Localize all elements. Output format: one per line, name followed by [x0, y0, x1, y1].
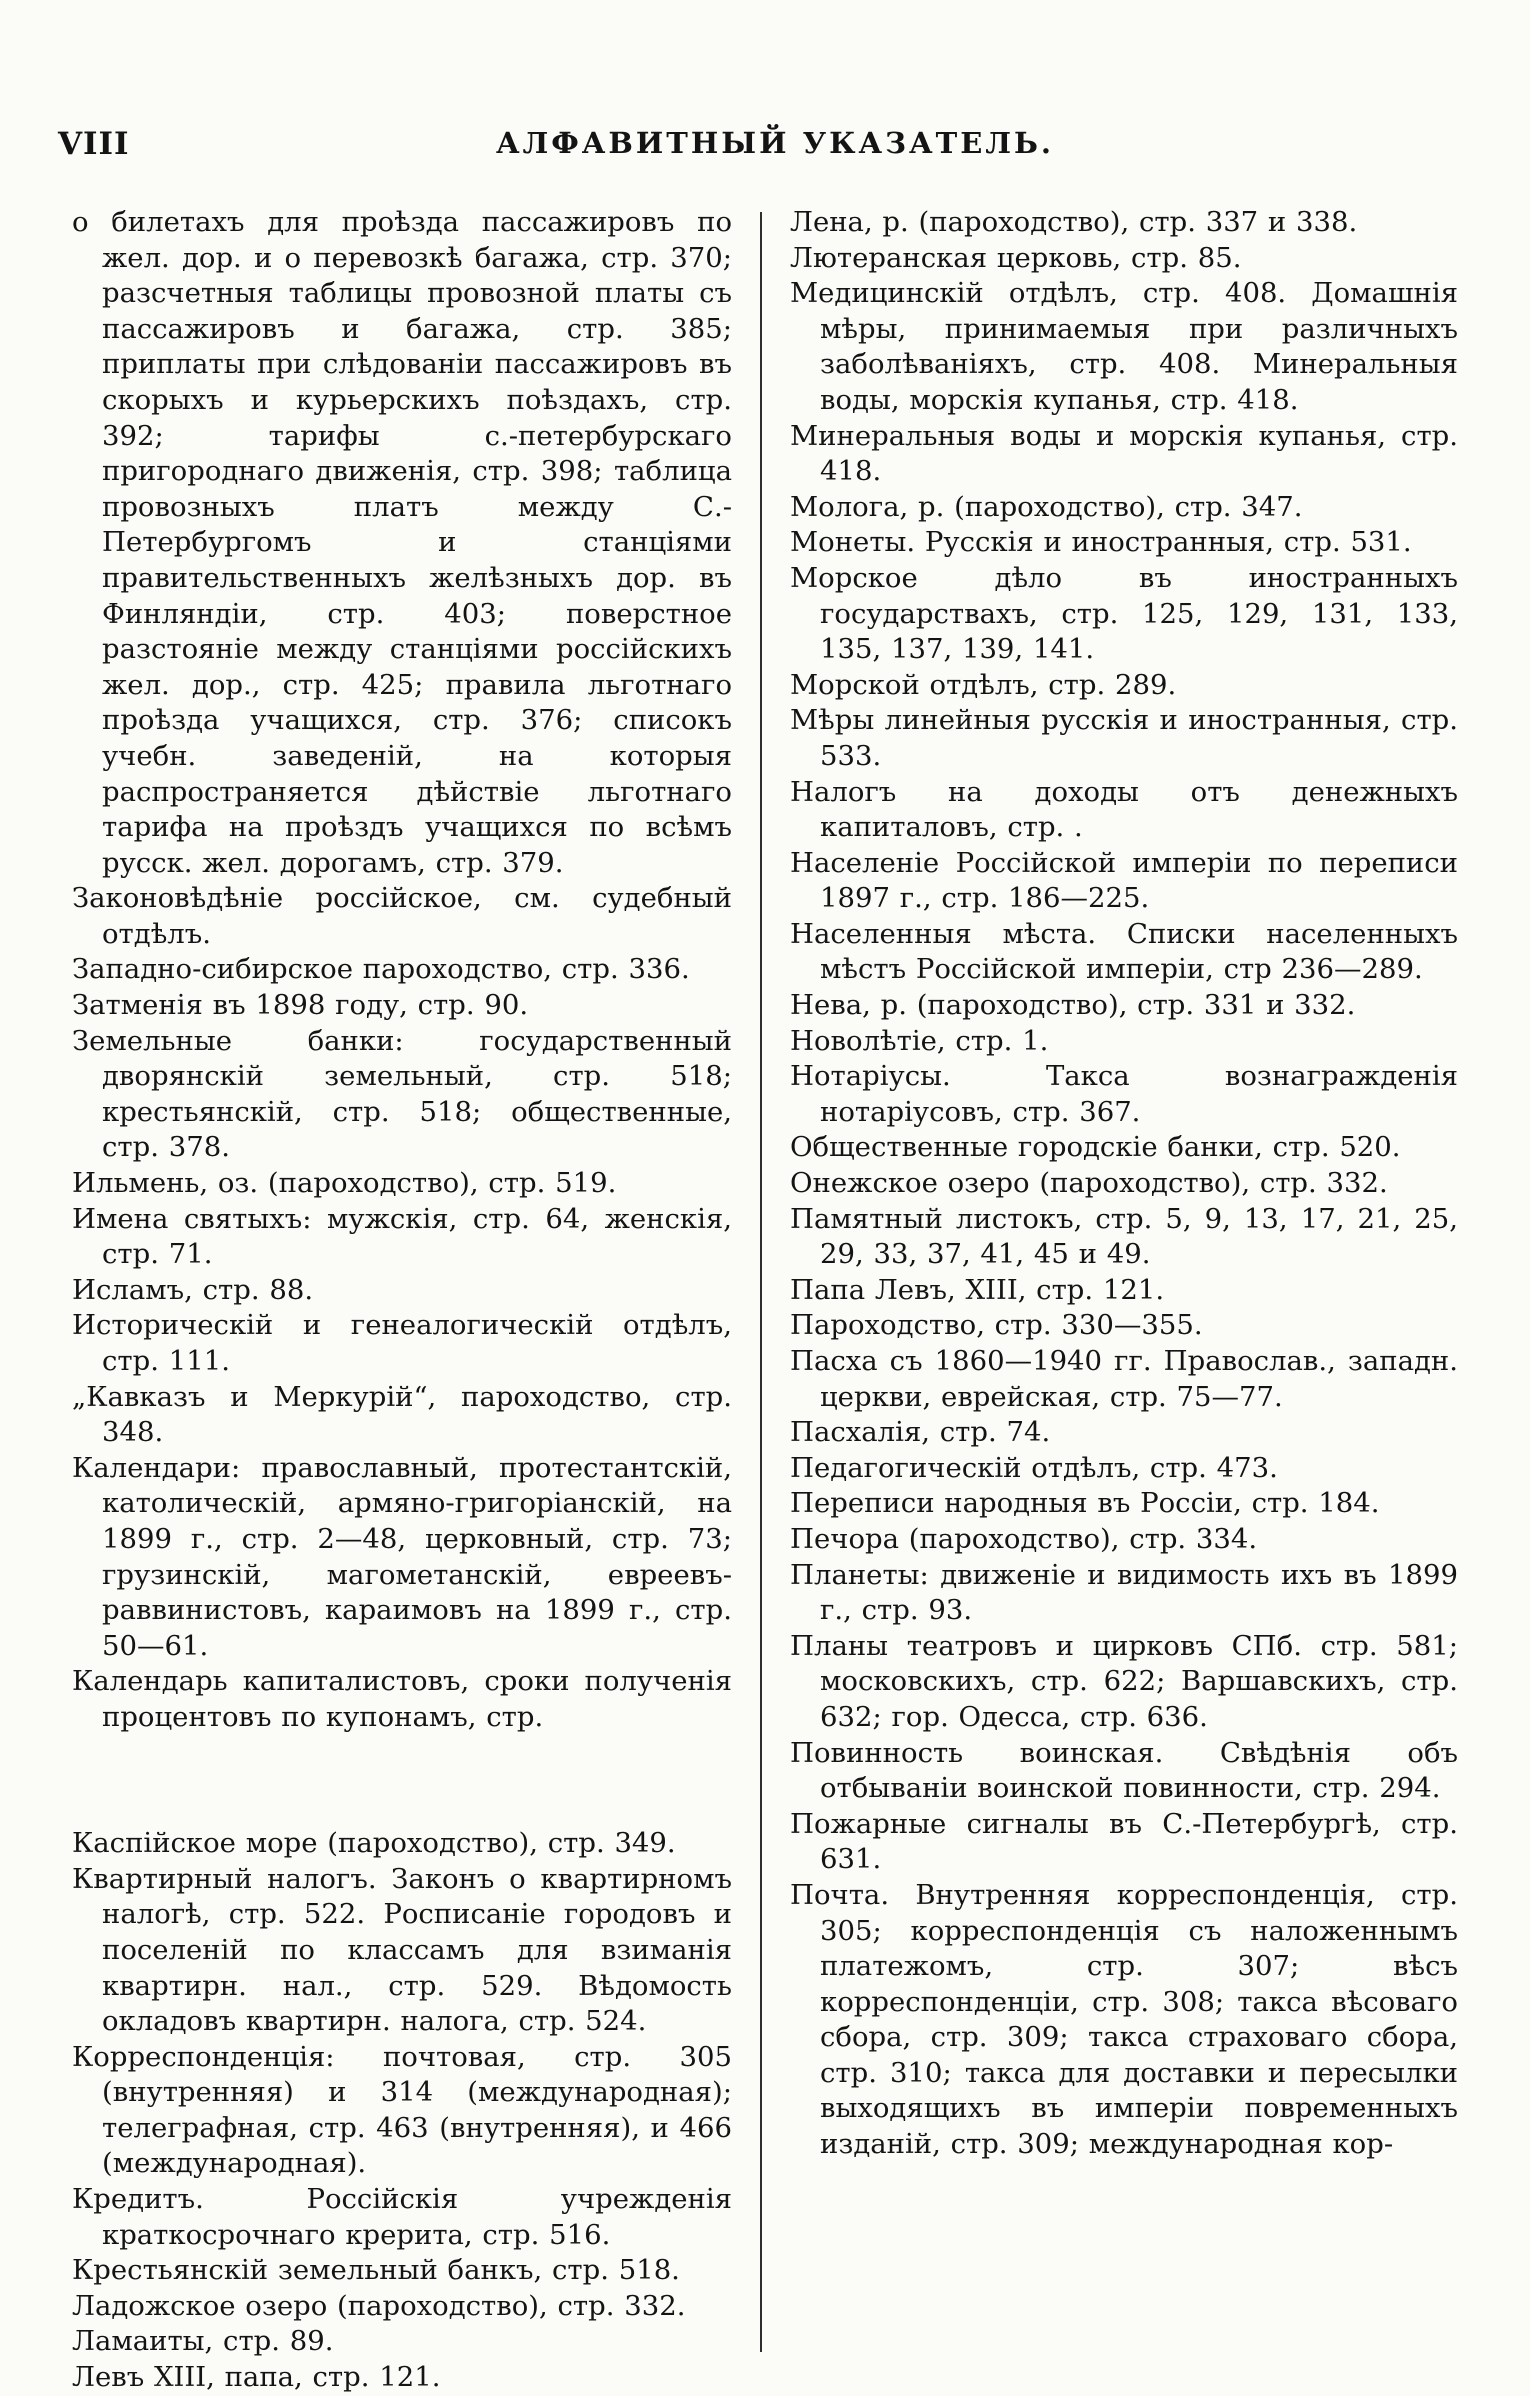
index-entry: Левъ XIII, папа, стр. 121. — [72, 2361, 441, 2394]
page-number: VIII — [58, 126, 130, 162]
index-entry: Кредитъ. Россійскія учрежденія краткосрочнаго крерита, стр. 516. — [72, 2183, 732, 2251]
index-entry: Населеніе Россійской имперіи по переписи 1897 г., стр. 186—225. — [790, 846, 1458, 915]
index-entry: Каспійское море (пароходство), стр. 349. — [72, 1827, 676, 1860]
index-entry: Онежское озеро (пароходство), стр. 332. — [790, 1167, 1388, 1200]
index-entry: Календарь капиталистовъ, сроки полученія процентовъ по купонамъ, стр. — [72, 1665, 732, 1733]
index-entry: Планы театровъ и цирковъ СПб. стр. 581; московскихъ, стр. 622; Варшавскихъ, стр. 632; гор. Одесса, стр. 636. — [790, 1629, 1458, 1733]
index-entry: Ладожское озеро (пароходство), стр. 332. — [72, 2289, 686, 2322]
index-entry: Нотаріусы. Такса вознагражденія нотаріусовъ, стр. 367. — [790, 1060, 1458, 1128]
index-entry: Монеты. Русскія и иностранныя, стр. 531. — [790, 526, 1412, 559]
index-entry: Ламаиты, стр. 89. — [72, 2325, 334, 2358]
index-entry: Пасха съ 1860—1940 гг. Православ., западн. церкви, еврейская, стр. 75—77. — [790, 1345, 1458, 1413]
index-entry: Переписи народныя въ Россіи, стр. 184. — [790, 1487, 1380, 1520]
index-entry: Лена, р. (пароходство), стр. 337 и 338. — [790, 206, 1358, 238]
index-entry: Населенныя мѣста. Списки населенныхъ мѣстъ Россійской имперіи, стр 236—289. — [790, 917, 1458, 986]
index-entry: Печора (пароходство), стр. 334. — [790, 1522, 1258, 1555]
index-entry: Нева, р. (пароходство), стр. 331 и 332. — [790, 989, 1356, 1022]
blank-line — [72, 1763, 732, 1799]
index-entry: Имена святыхъ: мужскія, стр. 64, женскія, стр. 71. — [72, 1202, 732, 1271]
index-entry: Папа Левъ, XIII, стр. 121. — [790, 1273, 1165, 1306]
index-entry: Календари: православный, протестантскій, католическій, армяно-григоріанскій, на 1899 г., стр. 2—48, церковный, стр. 73; грузинскій, магометанскій, евреевъ-раввинистовъ, караимовъ на 1899 г., стр. 50—61. — [72, 1451, 732, 1662]
running-title: АЛФАВИТНЫЙ УКАЗАТЕЛЬ. — [495, 126, 1055, 160]
index-entry: Пожарные сигналы въ С.-Петербургѣ, стр. 631. — [790, 1807, 1458, 1876]
index-entry: о билетахъ для проѣзда пассажировъ по жел. дор. и о перевозкѣ багажа, стр. 370; разсчетныя таблицы провозной платы съ пассажировъ и багажа, стр. 385; приплаты при слѣдованіи пассажировъ въ скорыхъ и курьерскихъ поѣздахъ, стр. 392; тарифы с.-петербурскаго пригороднаго движенія, стр. 398; таблица провозныхъ платъ между С.-Петербургомъ и станціями правительственныхъ желѣзныхъ дор. въ Финляндіи, стр. 403; поверстное разстояніе между станціями россійскихъ жел. дор., стр. 425; правила льготнаго проѣзда учащихся, стр. 376; списокъ учебн. заведеній, на которыя распространяется дѣйствіе льготнаго тарифа на проѣздъ учащихся по всѣмъ русск. жел. дорогамъ, стр. 379. — [72, 206, 732, 879]
index-entry: Земельные банки: государственный дворянскій земельный, стр. 518; крестьянскій, стр. 518; общественные, стр. 378. — [72, 1024, 732, 1164]
index-entry: Новолѣтіе, стр. 1. — [790, 1024, 1049, 1057]
index-entry: Медицинскій отдѣлъ, стр. 408. Домашнія мѣры, принимаемыя при различныхъ заболѣваніяхъ, стр. 408. Минеральныя воды, морскія купанья, стр. 418. — [790, 277, 1458, 416]
index-entry: Историческій и генеалогическій отдѣлъ, стр. 111. — [72, 1309, 732, 1377]
index-entry: Педагогическій отдѣлъ, стр. 473. — [790, 1451, 1278, 1484]
index-entry: Морское дѣло въ иностранныхъ государствахъ, стр. 125, 129, 131, 133, 135, 137, 139, 141. — [790, 561, 1458, 666]
index-entry: Мѣры линейныя русскія и иностранныя, стр. 533. — [790, 704, 1458, 772]
index-entry: Ильмень, оз. (пароходство), стр. 519. — [72, 1167, 617, 1200]
index-entry: Крестьянскій земельный банкъ, стр. 518. — [72, 2254, 680, 2287]
index-entry: Минеральныя воды и морскія купанья, стр. 418. — [790, 419, 1458, 488]
index-entry: Законовѣдѣніе россійское, см. судебный отдѣлъ. — [72, 882, 732, 950]
index-entry: Налогъ на доходы отъ денежныхъ капиталовъ, стр. . — [790, 775, 1458, 844]
index-entry: Западно-сибирское пароходство, стр. 336. — [72, 953, 690, 986]
column-divider — [760, 212, 762, 2352]
index-entry: Планеты: движеніе и видимость ихъ въ 1899 г., стр. 93. — [790, 1558, 1458, 1627]
index-entry: Корреспонденція: почтовая, стр. 305 (внутренняя) и 314 (международная); телеграфная, стр. 463 (внутренняя), и 466 (международная). — [72, 2040, 732, 2180]
index-entry: Лютеранская церковь, стр. 85. — [790, 241, 1242, 274]
index-entry: Исламъ, стр. 88. — [72, 1273, 314, 1306]
index-entry: Повинность воинская. Свѣдѣнія объ отбываніи воинской повинности, стр. 294. — [790, 1736, 1458, 1805]
index-entry: Молога, р. (пароходство), стр. 347. — [790, 490, 1303, 523]
index-entry: Затменія въ 1898 году, стр. 90. — [72, 989, 529, 1022]
index-column-right — [790, 205, 1458, 2163]
index-entry: Пароходство, стр. 330—355. — [790, 1309, 1203, 1342]
index-entry: Морской отдѣлъ, стр. 289. — [790, 668, 1177, 701]
index-entry: Квартирный налогъ. Законъ о квартирномъ налогѣ, стр. 522. Росписаніе городовъ и поселеній по классамъ для взиманія квартирн. нал., стр. 529. Вѣдомость окладовъ квартирн. налога, стр. 524. — [72, 1862, 732, 2038]
index-entry: Пасхалія, стр. 74. — [790, 1416, 1051, 1449]
index-entry: „Кавказъ и Меркурій“, пароходство, стр. 348. — [72, 1380, 732, 1449]
index-entry: Общественные городскіе банки, стр. 520. — [790, 1131, 1401, 1164]
index-entry: Почта. Внутренняя корреспонденція, стр. 305; корреспонденція съ наложеннымъ платежомъ, стр. 307; вѣсъ корреспонденціи, стр. 308; такса вѣсоваго сбора, стр. 309; такса страховаго сбора, стр. 310; такса для доставки и пересылки выходящихъ въ имперіи повременныхъ изданій, стр. 309; международная кор- — [790, 1878, 1458, 2161]
index-column-left — [72, 205, 732, 2396]
index-entry: Памятный листокъ, стр. 5, 9, 13, 17, 21, 25, 29, 33, 37, 41, 45 и 49. — [790, 1202, 1458, 1271]
